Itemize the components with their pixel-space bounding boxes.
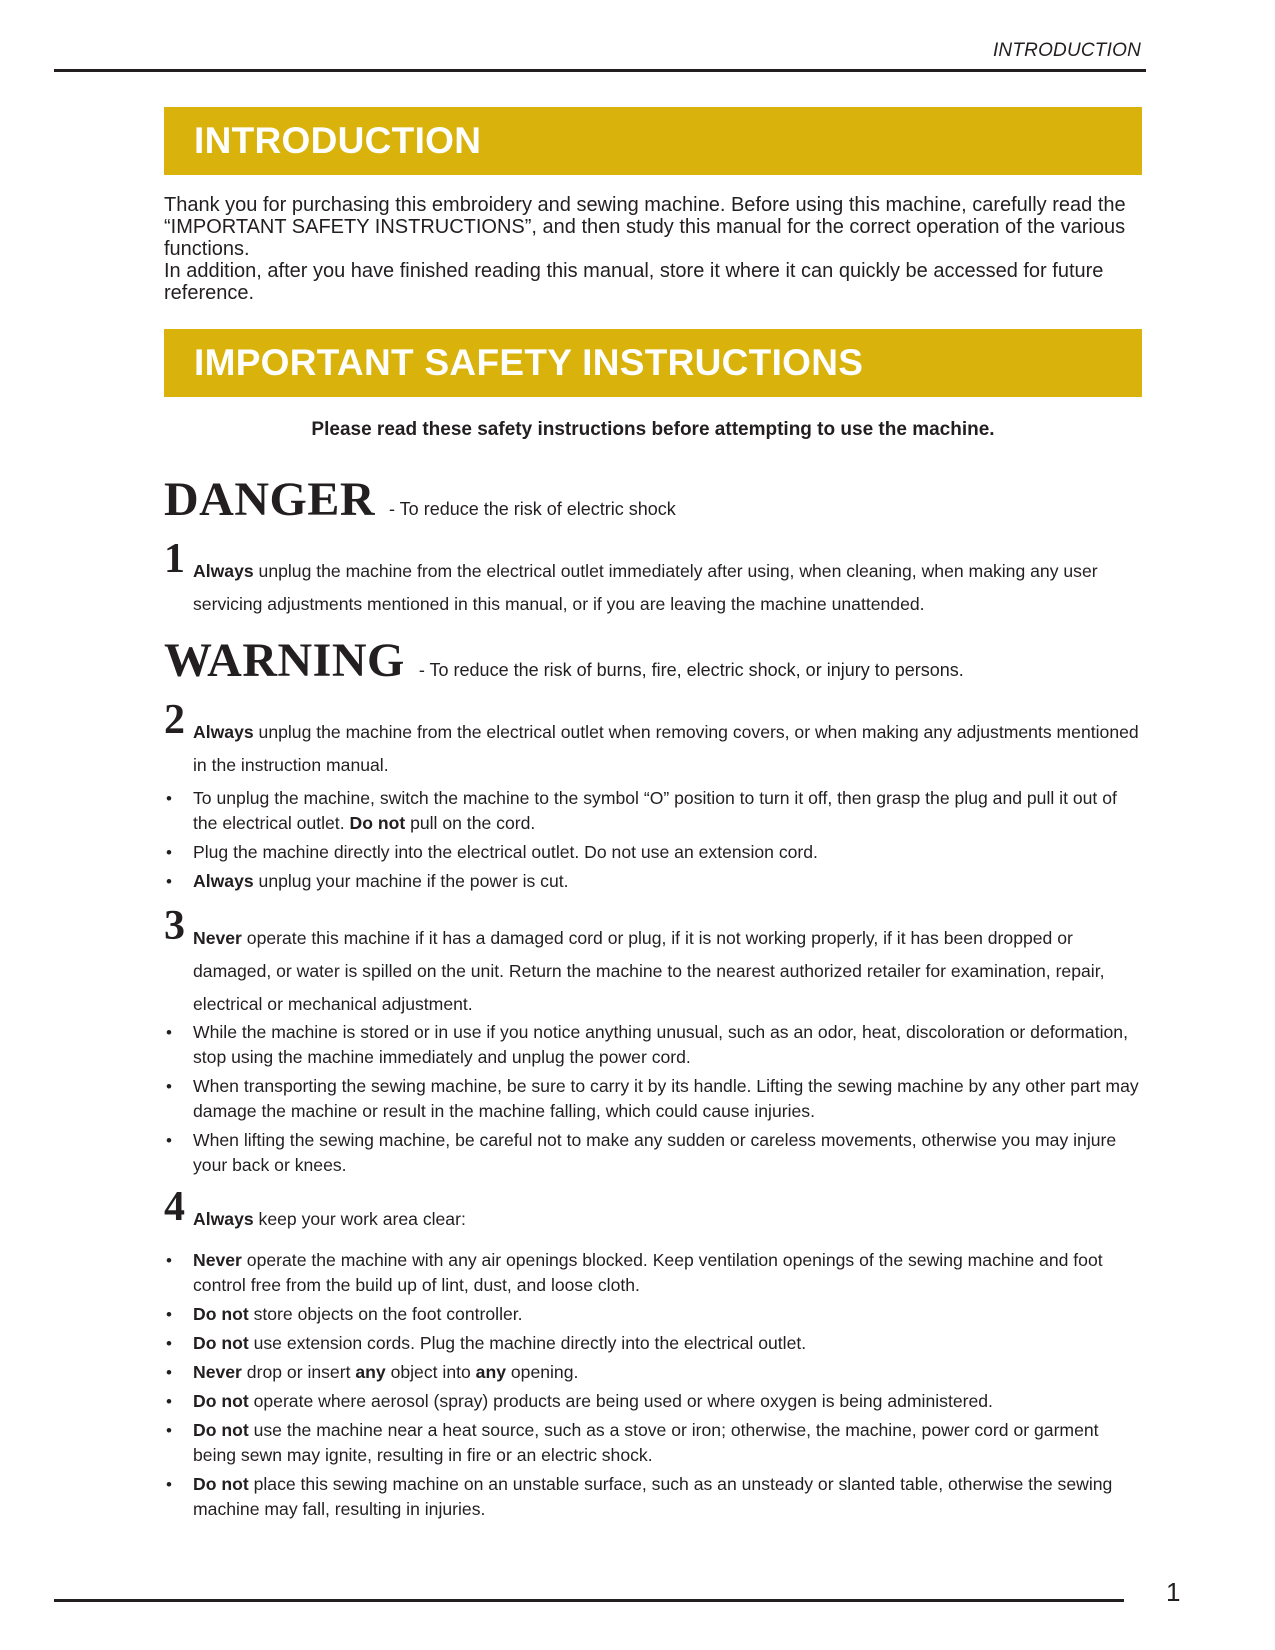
item-4-bullets [164, 1248, 1144, 1526]
safety-read-note: Please read these safety instructions before attempting to use the machine. [311, 419, 995, 440]
item-lead: Never [193, 928, 242, 948]
item-lead: Always [193, 722, 254, 742]
header-rule [54, 69, 1146, 72]
item-2-bullets [164, 786, 1144, 898]
item-number: 1 [164, 536, 185, 582]
item-lead: Always [193, 561, 254, 581]
safety-instructions-banner: IMPORTANT SAFETY INSTRUCTIONS [164, 329, 1142, 397]
list-item: • While the machine is stored or in use if you notice anything unusual, such as an odor, heat, discoloration or deformation, stop using the machine immediately and unplug the power cord. [166, 1022, 1128, 1067]
list-item: • Never drop or insert any object into any opening. [166, 1362, 579, 1382]
item-lead: Always [193, 1209, 254, 1229]
list-item: • Do not store objects on the foot controller. [166, 1304, 523, 1324]
danger-heading [164, 472, 676, 527]
item-text: operate this machine if it has a damaged cord or plug, if it is not working properly, if it has been dropped or damaged, or water is spilled on the unit. Return the machine to the nearest authorized retailer for examination, repair, electrical or mechanical adjustment. [193, 928, 1105, 1014]
running-header-title: INTRODUCTION [992, 40, 1141, 61]
item-text: unplug the machine from the electrical outlet immediately after using, when cleaning, when making any user servicing adjustments mentioned in this manual, or if you are leaving the machine unattended. [193, 561, 1098, 614]
warning-heading [164, 633, 964, 688]
list-item: • When lifting the sewing machine, be careful not to make any sudden or careless movements, otherwise you may injure your back or knees. [166, 1130, 1117, 1175]
list-item: • Do not operate where aerosol (spray) products are being used or where oxygen is being administered. [166, 1391, 993, 1411]
list-item: • To unplug the machine, switch the machine to the symbol “O” position to turn it off, then grasp the plug and pull it out of the electrical outlet. Do not pull on the cord. [166, 788, 1117, 833]
safety-item-2 [164, 697, 1144, 782]
item-text: unplug the machine from the electrical outlet when removing covers, or when making any adjustments mentioned in the instruction manual. [193, 722, 1139, 775]
list-item: • When transporting the sewing machine, be sure to carry it by its handle. Lifting the sewing machine by any other part may damage the machine or result in the machine falling, which could cause injuries. [166, 1076, 1139, 1121]
danger-word: DANGER [164, 473, 376, 526]
item-number: 3 [164, 903, 185, 949]
introduction-text [164, 194, 1144, 304]
list-item: • Never operate the machine with any air openings blocked. Keep ventilation openings of the sewing machine and foot control free from the build up of lint, dust, and loose cloth. [166, 1250, 1103, 1295]
safety-item-4 [164, 1184, 1144, 1236]
safety-item-3 [164, 903, 1144, 1021]
list-item: • Do not use extension cords. Plug the machine directly into the electrical outlet. [166, 1333, 807, 1353]
safety-item-1 [164, 536, 1144, 621]
item-number: 2 [164, 697, 185, 743]
warning-subtitle: - To reduce the risk of burns, fire, electric shock, or injury to persons. [418, 660, 964, 680]
list-item: • Do not place this sewing machine on an unstable surface, such as an unsteady or slanted table, otherwise the sewing machine may fall, resulting in injuries. [166, 1474, 1113, 1519]
intro-paragraph-2: In addition, after you have finished reading this manual, store it where it can quickly be accessed for future reference. [164, 260, 1104, 304]
danger-subtitle: - To reduce the risk of electric shock [389, 499, 676, 519]
intro-paragraph-1: Thank you for purchasing this embroidery and sewing machine. Before using this machine, carefully read the “IMPORTANT SAFETY INSTRUCTIONS”, and then study this manual for the correct operation of the various functions. [164, 194, 1126, 260]
footer-rule [54, 1599, 1124, 1602]
list-item: • Always unplug your machine if the power is cut. [166, 871, 569, 891]
item-number: 4 [164, 1184, 185, 1230]
warning-word: WARNING [164, 634, 405, 687]
item-text: keep your work area clear: [253, 1209, 466, 1229]
page-number: 1 [1166, 1577, 1181, 1607]
introduction-banner: INTRODUCTION [164, 107, 1142, 175]
list-item: • Plug the machine directly into the electrical outlet. Do not use an extension cord. [166, 842, 818, 862]
item-3-bullets [164, 1020, 1144, 1182]
list-item: • Do not use the machine near a heat source, such as a stove or iron; otherwise, the machine, power cord or garment being sewn may ignite, resulting in fire or an electric shock. [166, 1420, 1099, 1465]
